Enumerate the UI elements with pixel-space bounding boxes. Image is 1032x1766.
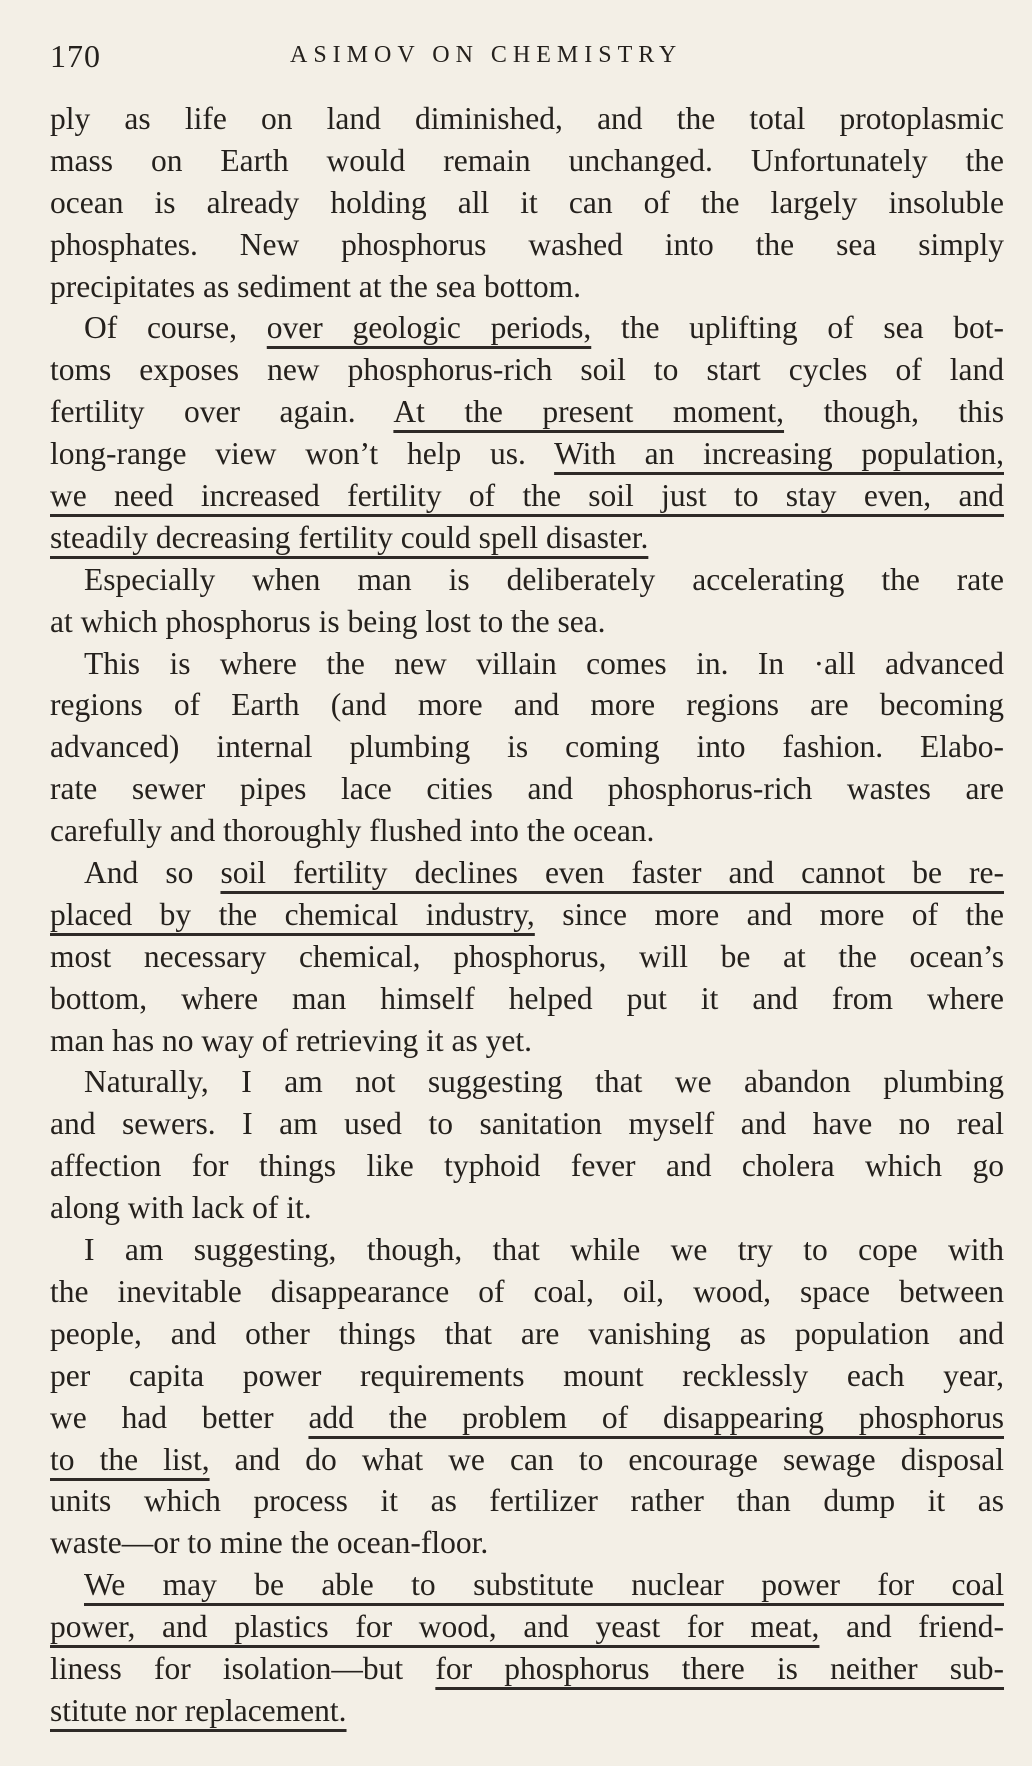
- text-line: [50, 852, 1004, 894]
- text-segment: toms exposes new phosphorus-rich soil to start cycles of land: [50, 352, 1004, 388]
- text-line: [50, 1690, 1004, 1732]
- underlined-text: stitute nor replacement.: [50, 1692, 347, 1728]
- text-segment: precipitates as sediment at the sea bottom.: [50, 268, 581, 304]
- text-segment: ocean is already holding all it can of the largely insoluble: [50, 184, 1004, 220]
- text-segment: rate sewer pipes lace cities and phosphorus-rich wastes are: [50, 771, 1004, 807]
- text-line: [50, 1187, 1004, 1229]
- text-segment: phosphates. New phosphorus washed into the sea simply: [50, 226, 1004, 262]
- text-line: [50, 349, 1004, 391]
- text-line: [50, 559, 1004, 601]
- underlined-text: With an increasing population,: [554, 436, 1004, 472]
- text-segment: fertility over again.: [50, 394, 394, 430]
- text-line: [50, 266, 1004, 308]
- text-line: [50, 391, 1004, 433]
- text-segment: at which phosphorus is being lost to the sea.: [50, 603, 606, 639]
- text-segment: affection for things like typhoid fever and cholera which go: [50, 1148, 1004, 1184]
- text-segment: waste—or to mine the ocean-floor.: [50, 1525, 489, 1561]
- underlined-text: we need increased fertility of the soil just to stay even, and: [50, 478, 1004, 514]
- underlined-text: soil fertility declines even faster and cannot be re-: [220, 855, 1004, 891]
- text-segment: the inevitable disappearance of coal, oil, wood, space between: [50, 1273, 1004, 1309]
- text-segment: carefully and thoroughly flushed into the ocean.: [50, 813, 655, 849]
- text-line: [50, 894, 1004, 936]
- text-segment: most necessary chemical, phosphorus, will be at the ocean’s: [50, 938, 1004, 974]
- text-segment: along with lack of it.: [50, 1190, 312, 1226]
- text-line: [50, 726, 1004, 768]
- text-line: [50, 1103, 1004, 1145]
- underlined-text: power, and plastics for wood, and yeast for meat,: [50, 1609, 820, 1645]
- underlined-text: to the list,: [50, 1441, 210, 1477]
- text-line: [50, 140, 1004, 182]
- running-head: ASIMOV ON CHEMISTRY: [290, 42, 683, 68]
- text-line: [50, 307, 1004, 349]
- text-segment: units which process it as fertilizer rather than dump it as: [50, 1483, 1004, 1519]
- text-line: [50, 98, 1004, 140]
- underlined-text: At the present moment,: [393, 394, 785, 430]
- text-line: [50, 1020, 1004, 1062]
- text-line: [50, 768, 1004, 810]
- text-line: [50, 433, 1004, 475]
- underlined-text: add the problem of disappearing phosphorus: [308, 1399, 1004, 1435]
- text-line: [50, 1355, 1004, 1397]
- text-segment: And so: [84, 855, 221, 891]
- text-segment: Naturally, I am not suggesting that we abandon plumbing: [84, 1064, 1004, 1100]
- text-line: [50, 1439, 1004, 1481]
- page-number: 170: [50, 38, 101, 74]
- text-line: [50, 684, 1004, 726]
- text-line: [50, 1522, 1004, 1564]
- text-segment: Especially when man is deliberately accelerating the rate: [84, 561, 1004, 597]
- page-header: [50, 38, 1004, 78]
- text-segment: and friend-: [819, 1609, 1004, 1645]
- text-line: [50, 182, 1004, 224]
- text-segment: and do what we can to encourage sewage disposal: [209, 1441, 1004, 1477]
- body-text: [50, 98, 1004, 1732]
- text-segment: the uplifting of sea bot-: [591, 310, 1005, 346]
- text-line: [50, 1606, 1004, 1648]
- text-line: [50, 475, 1004, 517]
- text-line: [50, 1480, 1004, 1522]
- underlined-text: for phosphorus there is neither sub-: [435, 1650, 1005, 1686]
- text-line: [50, 1145, 1004, 1187]
- text-line: [50, 1061, 1004, 1103]
- text-segment: though, this: [784, 394, 1004, 430]
- underlined-text: We may be able to substitute nuclear power for coal: [84, 1567, 1004, 1603]
- text-line: [50, 810, 1004, 852]
- text-line: [50, 978, 1004, 1020]
- text-line: [50, 1564, 1004, 1606]
- text-segment: bottom, where man himself helped put it and from where: [50, 980, 1004, 1016]
- text-segment: per capita power requirements mount recklessly each year,: [50, 1357, 1004, 1393]
- underlined-text: steadily decreasing fertility could spell disaster.: [50, 519, 649, 555]
- text-segment: This is where the new villain comes in. In ·all advanced: [84, 645, 1004, 681]
- text-segment: long-range view won’t help us.: [50, 436, 555, 472]
- text-line: [50, 1648, 1004, 1690]
- text-line: [50, 224, 1004, 266]
- text-segment: man has no way of retrieving it as yet.: [50, 1022, 532, 1058]
- underlined-text: over geologic periods,: [266, 310, 592, 346]
- text-line: [50, 936, 1004, 978]
- text-line: [50, 601, 1004, 643]
- text-segment: mass on Earth would remain unchanged. Unfortunately the: [50, 142, 1004, 178]
- text-line: [50, 1313, 1004, 1355]
- text-segment: we had better: [50, 1399, 309, 1435]
- text-segment: Of course,: [84, 310, 267, 346]
- text-segment: since more and more of the: [534, 896, 1004, 932]
- text-line: [50, 1397, 1004, 1439]
- text-segment: I am suggesting, though, that while we try to cope with: [84, 1232, 1004, 1268]
- text-segment: people, and other things that are vanishing as population and: [50, 1315, 1004, 1351]
- text-segment: and sewers. I am used to sanitation myself and have no real: [50, 1106, 1004, 1142]
- underlined-text: placed by the chemical industry,: [50, 896, 535, 932]
- text-segment: liness for isolation—but: [50, 1650, 436, 1686]
- text-line: [50, 517, 1004, 559]
- text-segment: advanced) internal plumbing is coming into fashion. Elabo-: [50, 729, 1004, 765]
- text-line: [50, 1229, 1004, 1271]
- text-segment: regions of Earth (and more and more regions are becoming: [50, 687, 1004, 723]
- text-segment: ply as life on land diminished, and the total protoplasmic: [50, 101, 1004, 136]
- text-line: [50, 1271, 1004, 1313]
- text-line: [50, 643, 1004, 685]
